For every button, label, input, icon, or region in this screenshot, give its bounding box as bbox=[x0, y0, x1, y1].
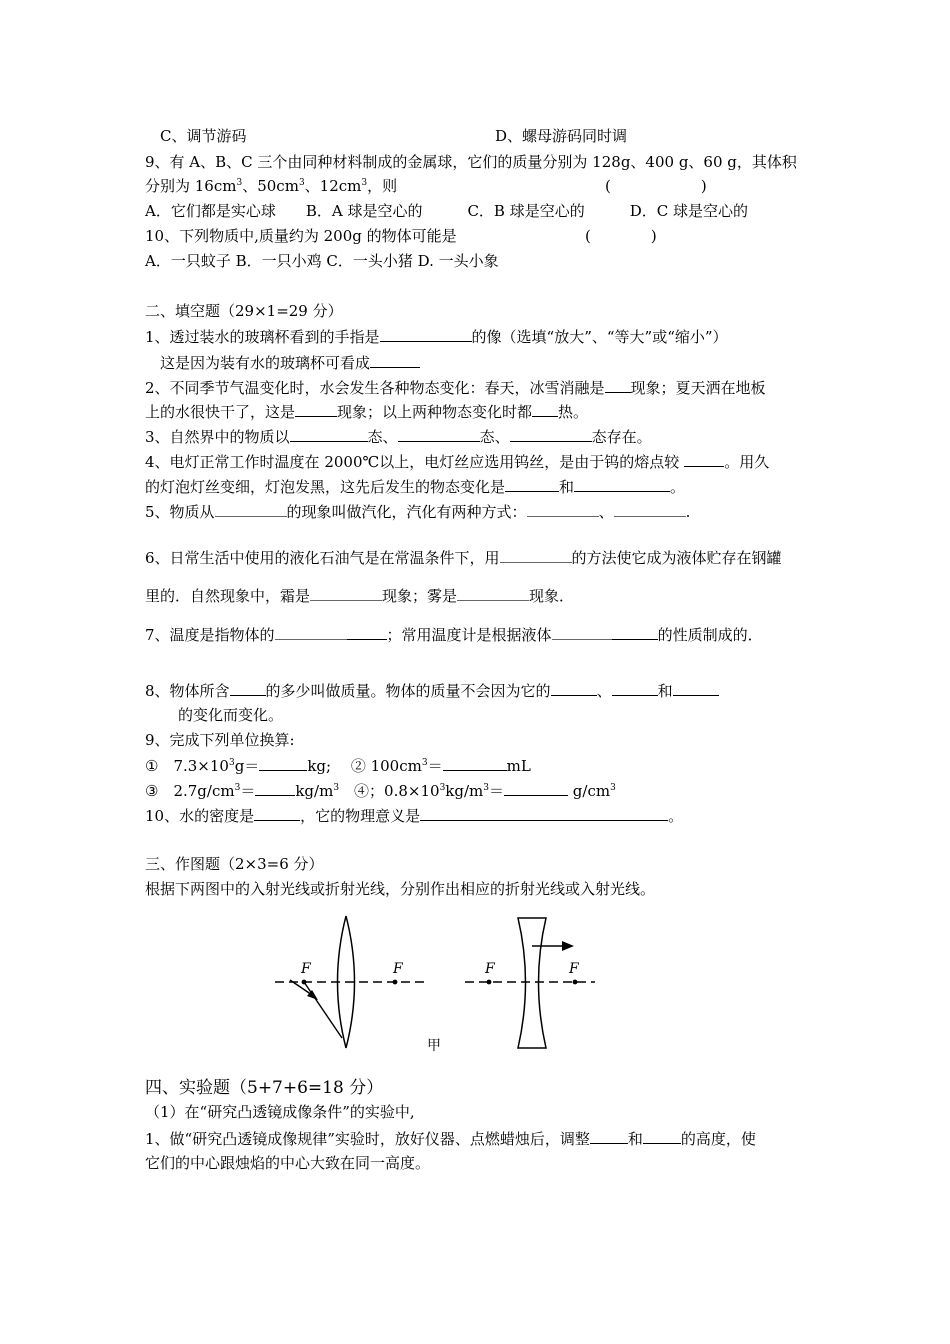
blank[interactable] bbox=[443, 755, 507, 771]
fill9-row2: ③ $2.7g/cm^3= kg/m^3$ ④；$0.8\times 10^3kg/m^3= g/cm^3$ bbox=[145, 782, 616, 800]
focus-label: F bbox=[485, 961, 495, 977]
section2-title: 二、填空题（29×1=29 分） bbox=[145, 302, 343, 320]
blank[interactable] bbox=[614, 501, 686, 517]
blank[interactable] bbox=[510, 426, 592, 442]
experiment1-line2: 它们的中心跟烛焰的中心大致在同一高度。 bbox=[145, 1154, 431, 1172]
focal-point-right bbox=[573, 980, 578, 985]
blank[interactable] bbox=[612, 624, 658, 640]
focal-point-left bbox=[487, 980, 492, 985]
q8-option-c: C、调节游码 bbox=[160, 127, 247, 145]
blank[interactable] bbox=[590, 1128, 628, 1144]
fill6-line1: 6、日常生活中使用的液化石油气是在常温条件下，用 的方法使它成为液体贮存在钢罐 bbox=[145, 549, 782, 567]
blank[interactable] bbox=[370, 352, 420, 368]
light-ray bbox=[304, 982, 342, 1038]
blank[interactable] bbox=[500, 547, 572, 563]
blank[interactable] bbox=[310, 585, 382, 601]
arrow-head bbox=[562, 941, 574, 951]
blank[interactable] bbox=[605, 377, 631, 393]
q10-options: A．一只蚊子 B．一只小鸡 C．一头小猪 D. 一头小象 bbox=[145, 252, 499, 270]
optics-diagram bbox=[270, 910, 610, 1060]
blank[interactable] bbox=[420, 805, 668, 821]
fill4-line2: 的灯泡灯丝变细，灯泡发黑，这先后发生的物态变化是 和 。 bbox=[145, 478, 686, 496]
blank[interactable] bbox=[684, 451, 724, 467]
fill8-line2: 的变化而变化。 bbox=[178, 706, 284, 724]
fill2-line1: 2、不同季节气温变化时，水会发生各种物态变化：春天，冰雪消融是 现象；夏天洒在地板 bbox=[145, 379, 766, 397]
blank[interactable] bbox=[259, 755, 307, 771]
experiment-intro: （1）在“研究凸透镜成像条件”的实验中, bbox=[145, 1103, 415, 1121]
fill9-row1: ① $7.3\times 10^3g=$ kg; ② $100cm^3=$ mL bbox=[145, 757, 531, 775]
blank[interactable] bbox=[255, 780, 295, 796]
fill9-title: 9、完成下列单位换算: bbox=[145, 731, 295, 749]
blank[interactable] bbox=[551, 680, 597, 696]
blank[interactable] bbox=[552, 624, 612, 640]
fill5: 5、物质从 的现象叫做汽化，汽化有两种方式： 、 . bbox=[145, 503, 691, 521]
blank[interactable] bbox=[215, 501, 287, 517]
fill1-line1: 1、透过装水的玻璃杯看到的手指是 的像（选填“放大”、“等大”或“缩小”） bbox=[145, 328, 728, 346]
blank[interactable] bbox=[275, 624, 347, 640]
focus-label: F bbox=[393, 961, 403, 977]
fill7: 7、温度是指物体的 ；常用温度计是根据液体 的性质制成的． bbox=[145, 626, 763, 644]
blank[interactable] bbox=[295, 401, 337, 417]
blank[interactable] bbox=[532, 401, 558, 417]
concave-lens bbox=[518, 918, 546, 1048]
blank[interactable] bbox=[505, 476, 559, 492]
blank[interactable] bbox=[574, 476, 670, 492]
q9-stem-line1: 9、有 A、B、C 三个由同种材料制成的金属球，它们的质量分别为 128g、400 g、60 g，其体积 bbox=[145, 153, 797, 171]
blank[interactable] bbox=[527, 501, 599, 517]
focal-point-right bbox=[393, 980, 398, 985]
blank[interactable] bbox=[398, 426, 480, 442]
figure-caption: 甲 bbox=[427, 1038, 441, 1054]
q10-answer-paren: ( ) bbox=[585, 227, 657, 245]
blank[interactable] bbox=[457, 585, 529, 601]
q9-options: A．它们都是实心球 B．A 球是空心的 C．B 球是空心的 D．C 球是空心的 bbox=[145, 202, 748, 220]
convex-lens-figure bbox=[275, 916, 425, 1048]
focus-label: F bbox=[301, 961, 311, 977]
section3-description: 根据下两图中的入射光线或折射光线，分别作出相应的折射光线或入射光线。 bbox=[145, 880, 656, 898]
q10-stem: 10、下列物质中,质量约为 200g 的物体可能是 bbox=[145, 227, 457, 245]
blank[interactable] bbox=[230, 680, 266, 696]
section4-title: 四、实验题（5+7+6=18 分） bbox=[145, 1078, 384, 1098]
blank[interactable] bbox=[254, 805, 300, 821]
experiment1-line1: 1、做“研究凸透镜成像规律”实验时，放好仪器、点燃蜡烛后，调整 和 的高度，使 bbox=[145, 1130, 756, 1148]
blank[interactable] bbox=[673, 680, 719, 696]
blank[interactable] bbox=[504, 780, 568, 796]
q8-option-d: D、螺母游码同时调 bbox=[495, 127, 628, 145]
blank[interactable] bbox=[347, 624, 387, 640]
fill6-line2: 里的．自然现象中，霜是 现象；雾是 现象． bbox=[145, 587, 575, 605]
arrow-head bbox=[307, 990, 318, 1000]
blank[interactable] bbox=[612, 680, 658, 696]
focus-label: F bbox=[569, 961, 579, 977]
fill1-line2: 这是因为装有水的玻璃杯可看成 bbox=[160, 352, 420, 373]
fill10: 10、水的密度是 ，它的物理意义是 。 bbox=[145, 807, 684, 825]
blank[interactable] bbox=[380, 326, 472, 342]
blank[interactable] bbox=[290, 426, 368, 442]
fill3: 3、自然界中的物质以 态、 态、 态存在。 bbox=[145, 428, 652, 446]
blank[interactable] bbox=[643, 1128, 681, 1144]
section3-title: 三、作图题（2×3=6 分） bbox=[145, 855, 324, 873]
fill2-line2: 上的水很快干了，这是 现象；以上两种物态变化时都 热。 bbox=[145, 403, 589, 421]
fill8-line1: 8、物体所含 的多少叫做质量。物体的质量不会因为它的 、 和 bbox=[145, 680, 719, 701]
concave-lens-figure bbox=[465, 918, 595, 1048]
q9-answer-paren: ( ) bbox=[605, 177, 707, 195]
fill4-line1: 4、电灯正常工作时温度在 2000℃以上，电灯丝应选用钨丝，是由于钨的熔点较 。用久 bbox=[145, 453, 770, 471]
q9-stem-line2: 分别为 $16cm^3$、$50cm^3$、$12cm^3$，则 bbox=[145, 177, 398, 195]
